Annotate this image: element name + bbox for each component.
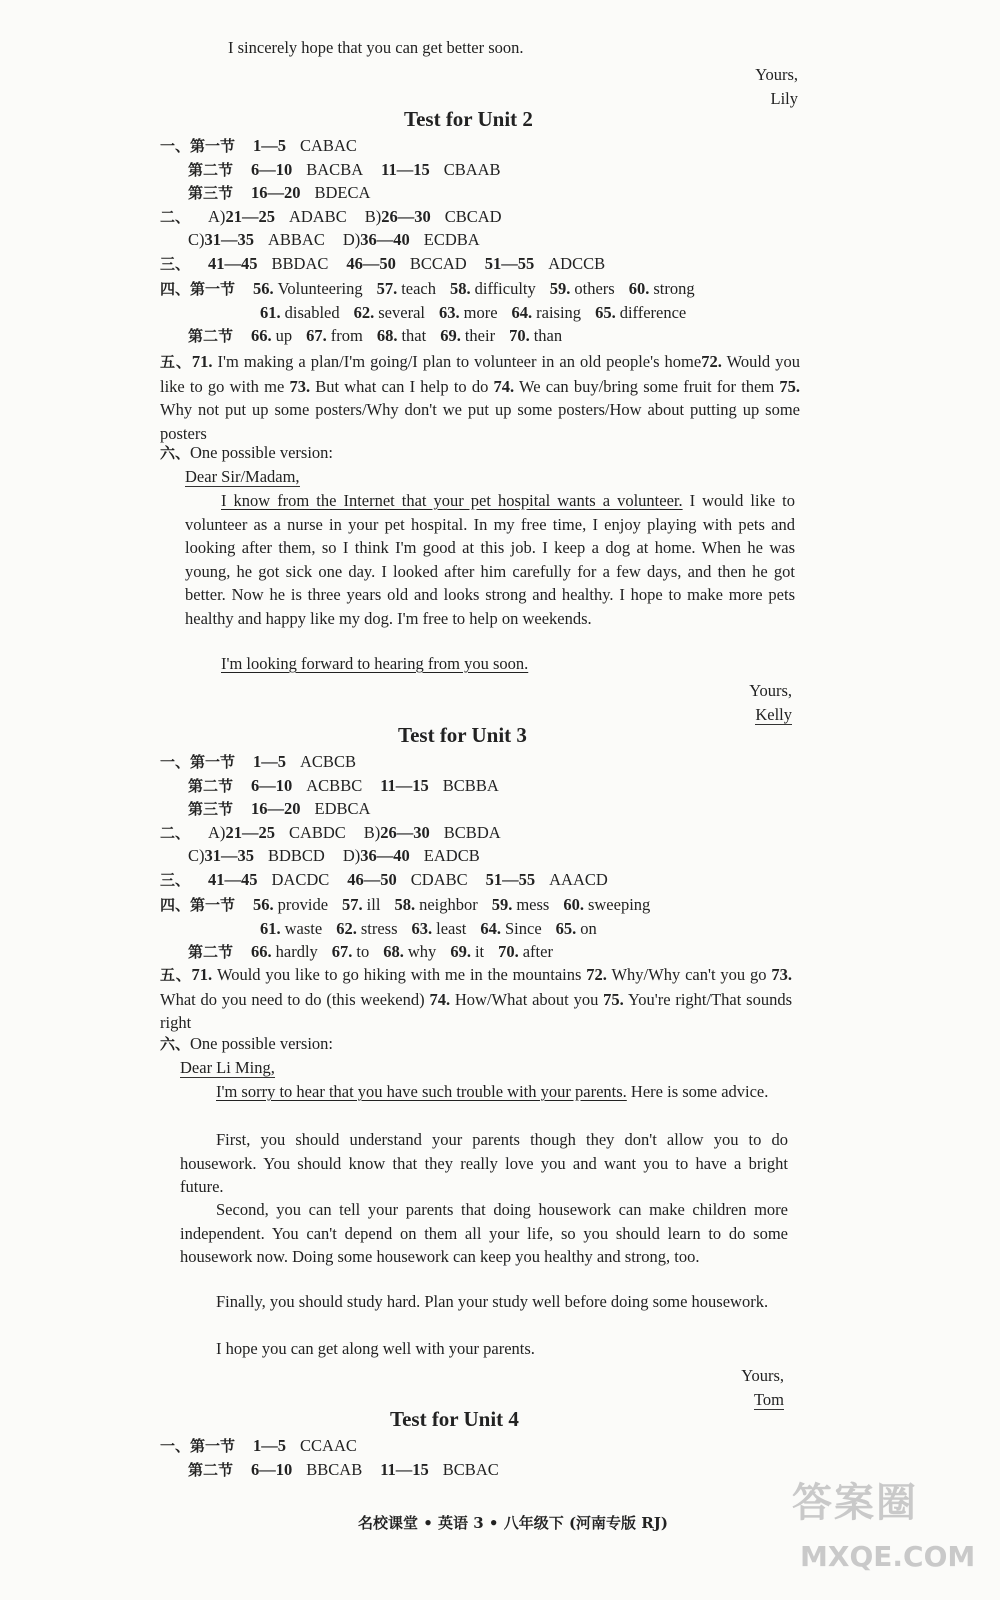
question-range: 16—20 xyxy=(251,183,301,203)
answer-row xyxy=(160,134,623,158)
question-range: 36—40 xyxy=(360,230,410,250)
vocab-row xyxy=(160,917,664,941)
item-number: 73. xyxy=(289,376,311,396)
question-range: 31—35 xyxy=(204,846,254,866)
question-range: 51—55 xyxy=(484,253,535,273)
section-label: 第二节 xyxy=(188,327,234,345)
answer-key: BBDAC xyxy=(271,253,329,273)
section-label: 一、第一节 xyxy=(160,753,236,771)
item-number: 57. xyxy=(376,279,398,298)
answer-row xyxy=(160,1434,517,1458)
section-label: 三、 xyxy=(160,254,191,273)
answer-row xyxy=(160,181,623,205)
vocab-answer: others xyxy=(574,279,615,298)
item-number: 72. xyxy=(701,352,722,371)
answer-key: BDECA xyxy=(314,183,371,203)
question-range: 41—45 xyxy=(208,253,258,273)
question-range: 6—10 xyxy=(251,775,293,795)
item-number: 63. xyxy=(438,302,460,322)
item-number: 71. xyxy=(191,965,213,984)
question-range: 6—10 xyxy=(251,159,293,179)
answer-key: CCAAC xyxy=(300,1436,357,1455)
unit-2-title: Test for Unit 2 xyxy=(404,107,533,131)
item-number: 68. xyxy=(383,942,404,961)
item-number: 60. xyxy=(563,895,584,914)
sentence-answer: You're right/That sounds right xyxy=(160,989,792,1032)
vocab-answer: than xyxy=(533,326,563,345)
answer-key: BACBA xyxy=(306,159,364,179)
vocab-row xyxy=(160,940,664,964)
vocab-row xyxy=(160,301,709,325)
unit-3-essay-paragraph-4: Finally, you should study hard. Plan your study well before doing some housework. xyxy=(216,1292,769,1311)
unit-2-vocab xyxy=(160,277,709,348)
item-number: 74. xyxy=(493,376,515,396)
answer-key: ACBBC xyxy=(306,775,363,795)
question-range: 21—25 xyxy=(225,206,275,226)
vocab-answer: Volunteering xyxy=(277,279,363,298)
letter-closing-line: I sincerely hope that you can get better soon. xyxy=(228,38,524,57)
unit-3-signature: Tom xyxy=(753,1390,784,1409)
item-number: 71. xyxy=(191,352,213,371)
unit-3-title: Test for Unit 3 xyxy=(398,723,527,747)
section-label: 第二节 xyxy=(188,943,234,961)
question-range: 21—25 xyxy=(225,822,275,842)
section-label: 第二节 xyxy=(188,160,234,179)
item-number: 62. xyxy=(336,918,357,938)
unit-2-essay-paragraph-1: I know from the Internet that your pet hospital wants a volunteer. I would like to volunteer as a nurse in your pet hospital. In my free time, I enjoy playing with pets and looking after them, so I think I'm good at this job. I keep a dog at home. When he was young, he got sick one day. I looked after him carefully for a few days, and then he got better. Now he is three years old and looks strong and healthy. I hope to make more pets healthy and happy like my dog. I'm free to help on weekends. xyxy=(185,491,795,628)
unit-3-salutation: Dear Li Ming, xyxy=(180,1058,275,1077)
answer-key: ECDBA xyxy=(423,230,480,250)
item-number: 56. xyxy=(253,895,274,914)
vocab-answer: up xyxy=(275,326,293,345)
section-label: 四、第一节 xyxy=(160,896,236,914)
item-number: 57. xyxy=(342,895,363,914)
answer-key: BCBAC xyxy=(442,1459,499,1479)
item-number: 67. xyxy=(306,326,327,345)
answer-key: EADCB xyxy=(423,846,480,866)
vocab-answer: strong xyxy=(653,279,695,298)
item-number: 65. xyxy=(555,918,577,938)
question-range: 11—15 xyxy=(381,159,430,179)
item-number: 64. xyxy=(511,302,533,322)
sentence-answer: How/What about you xyxy=(450,989,604,1009)
answer-key: BCBDA xyxy=(443,822,501,842)
question-range: 41—45 xyxy=(208,869,258,889)
item-number: 61. xyxy=(260,918,281,938)
item-number: 75. xyxy=(779,376,800,396)
answer-key: ADABC xyxy=(288,206,347,226)
vocab-answer: mess xyxy=(516,895,550,914)
question-range: 51—55 xyxy=(485,869,536,889)
unit-2-closing: Yours, xyxy=(749,681,792,700)
item-number: 64. xyxy=(480,918,501,938)
question-range: 36—40 xyxy=(360,846,410,866)
letter-signature: Lily xyxy=(770,89,798,108)
vocab-answer: disabled xyxy=(284,302,340,322)
vocab-answer: their xyxy=(464,326,496,345)
answer-row xyxy=(160,750,626,774)
vocab-answer: teach xyxy=(401,279,437,298)
unit-4-title: Test for Unit 4 xyxy=(390,1407,519,1431)
section-label: 三、 xyxy=(160,870,191,889)
vocab-row xyxy=(160,893,664,917)
vocab-answer: several xyxy=(378,302,425,322)
answer-key: AAACD xyxy=(549,869,608,889)
unit-2-signature: Kelly xyxy=(755,705,792,724)
section-label: 第三节 xyxy=(188,800,234,819)
question-range: 46—50 xyxy=(346,253,396,273)
question-range: 11—15 xyxy=(380,775,429,795)
answer-key: CDABC xyxy=(410,869,468,889)
item-number: 68. xyxy=(376,326,398,345)
vocab-answer: waste xyxy=(284,918,323,938)
answer-row xyxy=(160,1458,517,1482)
answer-row xyxy=(160,205,623,229)
vocab-row xyxy=(160,277,709,301)
sentence-answer: We can buy/bring some fruit for them xyxy=(514,376,780,396)
question-range: 1—5 xyxy=(253,136,287,155)
section-label: 第二节 xyxy=(188,776,234,795)
answer-row xyxy=(160,821,626,845)
item-number: 56. xyxy=(253,279,274,298)
question-range: 31—35 xyxy=(204,230,254,250)
item-number: 66. xyxy=(251,326,272,345)
part-label: D) xyxy=(342,846,361,866)
unit-3-essay-paragraph-3: Second, you can tell your parents that doing housework can make children more independent. You can't depend on them all your life, so you should learn to do some housework now. Doing some housework can keep you healthy and strong, too. xyxy=(180,1200,788,1266)
question-range: 11—15 xyxy=(380,1459,429,1479)
answer-key: BDBCD xyxy=(268,846,325,866)
answer-row xyxy=(160,228,623,252)
item-number: 59. xyxy=(549,279,571,298)
item-number: 72. xyxy=(586,965,607,984)
section-label: 五、 xyxy=(160,966,192,984)
answer-key: ACBCB xyxy=(300,752,356,771)
answer-row xyxy=(160,158,623,182)
vocab-answer: difficulty xyxy=(474,279,536,298)
vocab-answer: difference xyxy=(619,302,687,322)
item-number: 73. xyxy=(771,965,793,984)
sentence-answer: What do you need to do (this weekend) xyxy=(160,989,430,1009)
section-label: 一、第一节 xyxy=(160,1437,236,1455)
item-number: 67. xyxy=(331,942,353,961)
section-label: 四、第一节 xyxy=(160,280,236,298)
item-number: 58. xyxy=(450,279,471,298)
answer-key: BCBBA xyxy=(442,775,499,795)
vocab-answer: raising xyxy=(536,302,582,322)
question-range: 46—50 xyxy=(347,869,397,889)
vocab-answer: ill xyxy=(366,895,381,914)
unit-2-essay-paragraph-2: I'm looking forward to hearing from you soon. xyxy=(221,654,529,673)
answer-row xyxy=(160,252,623,276)
unit-2-section-5 xyxy=(160,350,800,445)
section-label: 一、第一节 xyxy=(160,137,236,155)
item-number: 70. xyxy=(498,942,519,961)
vocab-answer: that xyxy=(401,326,427,345)
question-range: 26—30 xyxy=(381,206,431,226)
answer-key: CBAAB xyxy=(443,159,501,179)
answer-key: ADCCB xyxy=(548,253,606,273)
vocab-answer: to xyxy=(356,942,370,961)
unit-3-essay-paragraph-1: I'm sorry to hear that you have such trouble with your parents. Here is some advice. xyxy=(216,1082,769,1101)
section-label: 第三节 xyxy=(188,184,234,203)
question-range: 26—30 xyxy=(380,822,430,842)
vocab-answer: provide xyxy=(277,895,329,914)
section-label: 二、 xyxy=(160,823,191,842)
question-range: 1—5 xyxy=(253,752,287,771)
sentence-answer: Why not put up some posters/Why don't we put up some posters/How about putting up some posters xyxy=(160,400,800,443)
unit-3-essay-paragraph-5: I hope you can get along well with your parents. xyxy=(216,1339,535,1358)
answer-key: CBCAD xyxy=(444,206,502,226)
vocab-answer: hardly xyxy=(275,942,318,961)
item-number: 61. xyxy=(260,302,281,322)
sentence-answer: Would you like to go with me xyxy=(160,352,800,396)
item-number: 66. xyxy=(251,942,272,961)
unit-2-salutation: Dear Sir/Madam, xyxy=(185,467,300,486)
sentence-answer: Why/Why can't you go xyxy=(606,965,772,984)
question-range: 1—5 xyxy=(253,1436,287,1455)
vocab-answer: neighbor xyxy=(419,895,478,914)
vocab-answer: after xyxy=(522,942,553,961)
sentence-answer: Would you like to go hiking with me in the mountains xyxy=(212,965,587,984)
question-range: 6—10 xyxy=(251,1459,293,1479)
item-number: 58. xyxy=(394,895,416,914)
vocab-answer: why xyxy=(407,942,437,961)
letter-closing: Yours, xyxy=(755,65,798,84)
unit-3-section-6-label: 六、One possible version: xyxy=(160,1034,333,1053)
unit-3-essay-paragraph-2: First, you should understand your parents though they don't allow you to do housework. You should know that they really love you and want you to have a bright future. xyxy=(180,1130,788,1196)
part-label: A) xyxy=(208,206,226,226)
answer-row xyxy=(160,844,626,868)
part-label: D) xyxy=(342,230,361,250)
vocab-answer: it xyxy=(474,942,485,961)
unit-3-vocab xyxy=(160,893,664,964)
sentence-answer: I'm making a plan/I'm going/I plan to volunteer in an old people's home xyxy=(212,352,702,371)
item-number: 69. xyxy=(450,942,471,961)
item-number: 69. xyxy=(440,326,461,345)
answer-key: EDBCA xyxy=(314,799,371,819)
section-label: 二、 xyxy=(160,207,191,226)
answer-key: BBCAB xyxy=(306,1459,363,1479)
answer-key: DACDC xyxy=(271,869,330,889)
part-label: C) xyxy=(188,230,205,250)
answer-row xyxy=(160,797,626,821)
question-range: 16—20 xyxy=(251,799,301,819)
unit-4-answers xyxy=(160,1434,517,1481)
item-number: 75. xyxy=(603,989,624,1009)
item-number: 60. xyxy=(628,279,650,298)
unit-3-section-5 xyxy=(160,963,792,1035)
unit-2-section-6-label: 六、One possible version: xyxy=(160,443,333,462)
vocab-answer: Since xyxy=(505,918,542,938)
unit-2-answers xyxy=(160,134,623,276)
item-number: 63. xyxy=(411,918,433,938)
watermark-logo: 答案圈 xyxy=(792,1480,918,1526)
vocab-answer: more xyxy=(463,302,498,322)
answer-row xyxy=(160,868,626,892)
answer-key: BCCAD xyxy=(409,253,467,273)
page-footer: 名校课堂 • 英语 3 • 八年级下 (河南专版 RJ) xyxy=(358,1514,668,1532)
part-label: B) xyxy=(363,822,381,842)
part-label: A) xyxy=(208,822,226,842)
vocab-answer: from xyxy=(330,326,363,345)
answer-key: ABBAC xyxy=(268,230,325,250)
unit-3-answers xyxy=(160,750,626,892)
vocab-answer: least xyxy=(436,918,467,938)
sentence-answer: But what can I help to do xyxy=(310,376,494,396)
item-number: 59. xyxy=(491,895,513,914)
vocab-answer: on xyxy=(580,918,597,938)
part-label: C) xyxy=(188,846,205,866)
watermark-site: MXQE.COM xyxy=(800,1540,976,1573)
item-number: 62. xyxy=(353,302,375,322)
answer-key: CABAC xyxy=(300,136,357,155)
item-number: 74. xyxy=(429,989,451,1009)
part-label: B) xyxy=(364,206,382,226)
vocab-answer: sweeping xyxy=(587,895,651,914)
vocab-answer: stress xyxy=(360,918,398,938)
answer-row xyxy=(160,774,626,798)
section-label: 五、 xyxy=(160,353,192,371)
item-number: 65. xyxy=(595,302,616,322)
answer-key: CABDC xyxy=(288,822,346,842)
unit-3-closing: Yours, xyxy=(741,1366,784,1385)
item-number: 70. xyxy=(509,326,530,345)
section-label: 第二节 xyxy=(188,1460,234,1479)
vocab-row xyxy=(160,324,709,348)
